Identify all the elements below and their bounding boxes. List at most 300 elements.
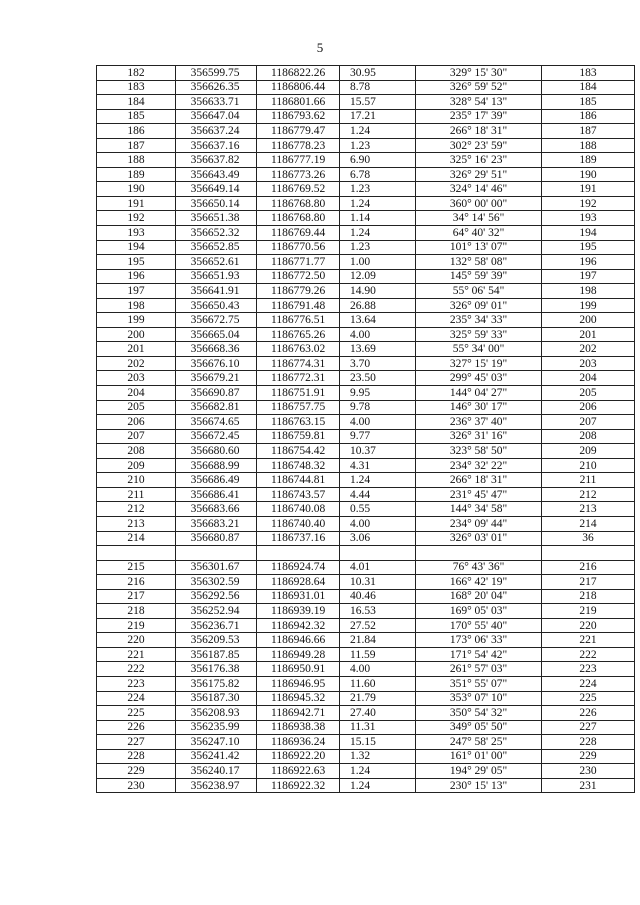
x-coordinate-cell: 356680.60 <box>176 444 257 459</box>
next-point-number-cell: 231 <box>542 778 635 793</box>
bearing-cell: 235° 17' 39" <box>416 109 542 124</box>
point-number-cell: 192 <box>97 211 176 226</box>
y-coordinate-cell: 1186754.42 <box>257 444 340 459</box>
bearing-cell: 327° 15' 19" <box>416 356 542 371</box>
next-point-number-cell: 227 <box>542 720 635 735</box>
next-point-number-cell: 183 <box>542 66 635 81</box>
y-coordinate-cell: 1186806.44 <box>257 80 340 95</box>
y-coordinate-cell: 1186777.19 <box>257 153 340 168</box>
next-point-number-cell: 222 <box>542 647 635 662</box>
bearing-cell: 76° 43' 36" <box>416 560 542 575</box>
x-coordinate-cell: 356680.87 <box>176 531 257 546</box>
table-row <box>97 196 635 211</box>
next-point-number-cell: 212 <box>542 487 635 502</box>
x-coordinate-cell: 356672.75 <box>176 313 257 328</box>
next-point-number-cell: 226 <box>542 706 635 721</box>
next-point-number-cell: 197 <box>542 269 635 284</box>
distance-cell: 1.24 <box>340 473 416 488</box>
bearing-cell: 234° 32' 22" <box>416 458 542 473</box>
bearing-cell: 351° 55' 07" <box>416 676 542 691</box>
x-coordinate-cell: 356633.71 <box>176 95 257 110</box>
point-number-cell <box>97 546 176 561</box>
next-point-number-cell: 206 <box>542 400 635 415</box>
bearing-cell: 171° 54' 42" <box>416 647 542 662</box>
x-coordinate-cell: 356302.59 <box>176 575 257 590</box>
distance-cell: 13.69 <box>340 342 416 357</box>
bearing-cell: 326° 59' 52" <box>416 80 542 95</box>
x-coordinate-cell: 356682.81 <box>176 400 257 415</box>
bearing-cell: 55° 34' 00" <box>416 342 542 357</box>
distance-cell: 4.00 <box>340 516 416 531</box>
table-row <box>97 167 635 182</box>
distance-cell: 4.00 <box>340 662 416 677</box>
bearing-cell: 302° 23' 59" <box>416 138 542 153</box>
bearing-cell: 350° 54' 32" <box>416 706 542 721</box>
coordinates-table-body <box>97 66 635 793</box>
bearing-cell: 161° 01' 00" <box>416 749 542 764</box>
distance-cell: 27.52 <box>340 618 416 633</box>
table-row <box>97 662 635 677</box>
table-row <box>97 269 635 284</box>
next-point-number-cell: 195 <box>542 240 635 255</box>
x-coordinate-cell: 356209.53 <box>176 633 257 648</box>
next-point-number-cell: 217 <box>542 575 635 590</box>
table-row <box>97 589 635 604</box>
next-point-number-cell: 225 <box>542 691 635 706</box>
next-point-number-cell: 211 <box>542 473 635 488</box>
table-row <box>97 778 635 793</box>
x-coordinate-cell: 356241.42 <box>176 749 257 764</box>
bearing-cell: 326° 31' 16" <box>416 429 542 444</box>
y-coordinate-cell: 1186774.31 <box>257 356 340 371</box>
point-number-cell: 213 <box>97 516 176 531</box>
point-number-cell: 186 <box>97 124 176 139</box>
bearing-cell: 146° 30' 17" <box>416 400 542 415</box>
distance-cell: 1.24 <box>340 778 416 793</box>
distance-cell: 1.32 <box>340 749 416 764</box>
x-coordinate-cell: 356643.49 <box>176 167 257 182</box>
y-coordinate-cell: 1186776.51 <box>257 313 340 328</box>
distance-cell: 6.78 <box>340 167 416 182</box>
point-number-cell: 204 <box>97 386 176 401</box>
bearing-cell: 34° 14' 56" <box>416 211 542 226</box>
y-coordinate-cell: 1186791.48 <box>257 298 340 313</box>
y-coordinate-cell: 1186928.64 <box>257 575 340 590</box>
point-number-cell: 212 <box>97 502 176 517</box>
point-number-cell: 227 <box>97 735 176 750</box>
x-coordinate-cell: 356641.91 <box>176 284 257 299</box>
x-coordinate-cell: 356672.45 <box>176 429 257 444</box>
table-row <box>97 429 635 444</box>
table-row <box>97 604 635 619</box>
point-number-cell: 225 <box>97 706 176 721</box>
bearing-cell: 168° 20' 04" <box>416 589 542 604</box>
distance-cell: 16.53 <box>340 604 416 619</box>
next-point-number-cell: 207 <box>542 415 635 430</box>
point-number-cell: 222 <box>97 662 176 677</box>
next-point-number-cell: 209 <box>542 444 635 459</box>
point-number-cell: 201 <box>97 342 176 357</box>
x-coordinate-cell: 356650.14 <box>176 196 257 211</box>
y-coordinate-cell: 1186763.02 <box>257 342 340 357</box>
y-coordinate-cell: 1186772.50 <box>257 269 340 284</box>
point-number-cell: 203 <box>97 371 176 386</box>
bearing-cell: 230° 15' 13" <box>416 778 542 793</box>
y-coordinate-cell: 1186778.23 <box>257 138 340 153</box>
point-number-cell: 202 <box>97 356 176 371</box>
point-number-cell: 226 <box>97 720 176 735</box>
point-number-cell: 199 <box>97 313 176 328</box>
bearing-cell: 266° 18' 31" <box>416 124 542 139</box>
x-coordinate-cell: 356688.99 <box>176 458 257 473</box>
y-coordinate-cell: 1186763.15 <box>257 415 340 430</box>
distance-cell: 15.15 <box>340 735 416 750</box>
distance-cell: 8.78 <box>340 80 416 95</box>
point-number-cell: 197 <box>97 284 176 299</box>
y-coordinate-cell: 1186751.91 <box>257 386 340 401</box>
table-row <box>97 691 635 706</box>
distance-cell: 1.24 <box>340 196 416 211</box>
point-number-cell: 193 <box>97 226 176 241</box>
distance-cell: 3.06 <box>340 531 416 546</box>
y-coordinate-cell: 1186950.91 <box>257 662 340 677</box>
table-row <box>97 473 635 488</box>
next-point-number-cell: 189 <box>542 153 635 168</box>
distance-cell: 10.31 <box>340 575 416 590</box>
table-row <box>97 153 635 168</box>
table-row <box>97 284 635 299</box>
point-number-cell: 184 <box>97 95 176 110</box>
next-point-number-cell: 204 <box>542 371 635 386</box>
y-coordinate-cell: 1186946.95 <box>257 676 340 691</box>
x-coordinate-cell: 356652.32 <box>176 226 257 241</box>
x-coordinate-cell: 356637.82 <box>176 153 257 168</box>
bearing-cell: 144° 34' 58" <box>416 502 542 517</box>
table-row <box>97 109 635 124</box>
point-number-cell: 190 <box>97 182 176 197</box>
x-coordinate-cell: 356676.10 <box>176 356 257 371</box>
y-coordinate-cell: 1186743.57 <box>257 487 340 502</box>
bearing-cell: 236° 37' 40" <box>416 415 542 430</box>
table-row <box>97 735 635 750</box>
next-point-number-cell: 184 <box>542 80 635 95</box>
distance-cell: 3.70 <box>340 356 416 371</box>
next-point-number-cell: 192 <box>542 196 635 211</box>
y-coordinate-cell: 1186757.75 <box>257 400 340 415</box>
point-number-cell: 196 <box>97 269 176 284</box>
coordinates-table <box>96 65 635 793</box>
distance-cell: 1.23 <box>340 240 416 255</box>
next-point-number-cell: 202 <box>542 342 635 357</box>
point-number-cell: 188 <box>97 153 176 168</box>
next-point-number-cell: 230 <box>542 764 635 779</box>
point-number-cell: 221 <box>97 647 176 662</box>
x-coordinate-cell: 356651.93 <box>176 269 257 284</box>
distance-cell: 13.64 <box>340 313 416 328</box>
table-row <box>97 182 635 197</box>
table-row <box>97 575 635 590</box>
y-coordinate-cell: 1186922.63 <box>257 764 340 779</box>
bearing-cell: 55° 06' 54" <box>416 284 542 299</box>
bearing-cell: 101° 13' 07" <box>416 240 542 255</box>
y-coordinate-cell: 1186822.26 <box>257 66 340 81</box>
point-number-cell: 229 <box>97 764 176 779</box>
bearing-cell: 325° 16' 23" <box>416 153 542 168</box>
y-coordinate-cell: 1186768.80 <box>257 196 340 211</box>
next-point-number-cell: 221 <box>542 633 635 648</box>
point-number-cell: 206 <box>97 415 176 430</box>
next-point-number-cell: 200 <box>542 313 635 328</box>
point-number-cell: 194 <box>97 240 176 255</box>
bearing-cell: 324° 14' 46" <box>416 182 542 197</box>
bearing-cell: 266° 18' 31" <box>416 473 542 488</box>
point-number-cell: 214 <box>97 531 176 546</box>
table-row <box>97 313 635 328</box>
next-point-number-cell: 196 <box>542 255 635 270</box>
point-number-cell: 207 <box>97 429 176 444</box>
y-coordinate-cell: 1186779.26 <box>257 284 340 299</box>
y-coordinate-cell: 1186740.40 <box>257 516 340 531</box>
next-point-number-cell: 213 <box>542 502 635 517</box>
table-row <box>97 95 635 110</box>
next-point-number-cell: 205 <box>542 386 635 401</box>
table-row <box>97 400 635 415</box>
x-coordinate-cell: 356665.04 <box>176 327 257 342</box>
bearing-cell: 144° 04' 27" <box>416 386 542 401</box>
distance-cell: 30.95 <box>340 66 416 81</box>
bearing-cell: 145° 59' 39" <box>416 269 542 284</box>
x-coordinate-cell: 356647.04 <box>176 109 257 124</box>
distance-cell: 15.57 <box>340 95 416 110</box>
distance-cell: 27.40 <box>340 706 416 721</box>
next-point-number-cell: 210 <box>542 458 635 473</box>
x-coordinate-cell: 356240.17 <box>176 764 257 779</box>
y-coordinate-cell: 1186922.32 <box>257 778 340 793</box>
point-number-cell: 191 <box>97 196 176 211</box>
x-coordinate-cell: 356247.10 <box>176 735 257 750</box>
table-row <box>97 138 635 153</box>
table-row <box>97 676 635 691</box>
x-coordinate-cell: 356690.87 <box>176 386 257 401</box>
distance-cell: 1.24 <box>340 124 416 139</box>
x-coordinate-cell: 356686.41 <box>176 487 257 502</box>
distance-cell: 21.79 <box>340 691 416 706</box>
distance-cell: 1.24 <box>340 764 416 779</box>
y-coordinate-cell: 1186744.81 <box>257 473 340 488</box>
x-coordinate-cell: 356637.16 <box>176 138 257 153</box>
y-coordinate-cell: 1186768.80 <box>257 211 340 226</box>
distance-cell: 6.90 <box>340 153 416 168</box>
distance-cell: 4.01 <box>340 560 416 575</box>
bearing-cell: 323° 58' 50" <box>416 444 542 459</box>
next-point-number-cell: 191 <box>542 182 635 197</box>
table-row <box>97 356 635 371</box>
point-number-cell: 216 <box>97 575 176 590</box>
table-row <box>97 458 635 473</box>
bearing-cell: 235° 34' 33" <box>416 313 542 328</box>
y-coordinate-cell: 1186759.81 <box>257 429 340 444</box>
distance-cell: 4.00 <box>340 327 416 342</box>
x-coordinate-cell: 356651.38 <box>176 211 257 226</box>
next-point-number-cell: 36 <box>542 531 635 546</box>
table-row <box>97 502 635 517</box>
next-point-number-cell: 220 <box>542 618 635 633</box>
x-coordinate-cell: 356301.67 <box>176 560 257 575</box>
table-row <box>97 255 635 270</box>
bearing-cell: 349° 05' 50" <box>416 720 542 735</box>
y-coordinate-cell: 1186773.26 <box>257 167 340 182</box>
table-row <box>97 618 635 633</box>
bearing-cell: 325° 59' 33" <box>416 327 542 342</box>
table-row <box>97 415 635 430</box>
distance-cell: 4.00 <box>340 415 416 430</box>
table-row <box>97 211 635 226</box>
table-row <box>97 546 635 561</box>
distance-cell: 1.24 <box>340 226 416 241</box>
x-coordinate-cell: 356649.14 <box>176 182 257 197</box>
next-point-number-cell: 190 <box>542 167 635 182</box>
distance-cell: 12.09 <box>340 269 416 284</box>
distance-cell: 11.31 <box>340 720 416 735</box>
point-number-cell: 185 <box>97 109 176 124</box>
next-point-number-cell: 193 <box>542 211 635 226</box>
distance-cell: 26.88 <box>340 298 416 313</box>
next-point-number-cell: 199 <box>542 298 635 313</box>
bearing-cell: 353° 07' 10" <box>416 691 542 706</box>
distance-cell: 1.23 <box>340 182 416 197</box>
table-row <box>97 80 635 95</box>
bearing-cell: 247° 58' 25" <box>416 735 542 750</box>
distance-cell: 14.90 <box>340 284 416 299</box>
y-coordinate-cell <box>257 546 340 561</box>
distance-cell: 9.78 <box>340 400 416 415</box>
point-number-cell: 228 <box>97 749 176 764</box>
y-coordinate-cell: 1186779.47 <box>257 124 340 139</box>
distance-cell: 21.84 <box>340 633 416 648</box>
bearing-cell: 299° 45' 03" <box>416 371 542 386</box>
y-coordinate-cell: 1186801.66 <box>257 95 340 110</box>
y-coordinate-cell: 1186737.16 <box>257 531 340 546</box>
y-coordinate-cell: 1186924.74 <box>257 560 340 575</box>
distance-cell: 10.37 <box>340 444 416 459</box>
x-coordinate-cell: 356208.93 <box>176 706 257 721</box>
x-coordinate-cell: 356674.65 <box>176 415 257 430</box>
x-coordinate-cell: 356599.75 <box>176 66 257 81</box>
next-point-number-cell: 219 <box>542 604 635 619</box>
bearing-cell: 173° 06' 33" <box>416 633 542 648</box>
point-number-cell: 219 <box>97 618 176 633</box>
next-point-number-cell <box>542 546 635 561</box>
table-row <box>97 560 635 575</box>
x-coordinate-cell: 356236.71 <box>176 618 257 633</box>
table-row <box>97 764 635 779</box>
point-number-cell: 209 <box>97 458 176 473</box>
x-coordinate-cell: 356679.21 <box>176 371 257 386</box>
x-coordinate-cell: 356652.85 <box>176 240 257 255</box>
distance-cell: 4.31 <box>340 458 416 473</box>
point-number-cell: 198 <box>97 298 176 313</box>
next-point-number-cell: 214 <box>542 516 635 531</box>
y-coordinate-cell: 1186772.31 <box>257 371 340 386</box>
table-row <box>97 240 635 255</box>
point-number-cell: 208 <box>97 444 176 459</box>
next-point-number-cell: 187 <box>542 124 635 139</box>
next-point-number-cell: 216 <box>542 560 635 575</box>
next-point-number-cell: 194 <box>542 226 635 241</box>
distance-cell: 4.44 <box>340 487 416 502</box>
y-coordinate-cell: 1186942.71 <box>257 706 340 721</box>
x-coordinate-cell: 356668.36 <box>176 342 257 357</box>
next-point-number-cell: 185 <box>542 95 635 110</box>
distance-cell: 9.95 <box>340 386 416 401</box>
table-row <box>97 226 635 241</box>
bearing-cell: 132° 58' 08" <box>416 255 542 270</box>
y-coordinate-cell: 1186771.77 <box>257 255 340 270</box>
table-row <box>97 444 635 459</box>
table-row <box>97 342 635 357</box>
bearing-cell: 328° 54' 13" <box>416 95 542 110</box>
bearing-cell: 231° 45' 47" <box>416 487 542 502</box>
bearing-cell: 166° 42' 19" <box>416 575 542 590</box>
next-point-number-cell: 198 <box>542 284 635 299</box>
y-coordinate-cell: 1186946.66 <box>257 633 340 648</box>
x-coordinate-cell: 356235.99 <box>176 720 257 735</box>
x-coordinate-cell: 356187.30 <box>176 691 257 706</box>
next-point-number-cell: 229 <box>542 749 635 764</box>
table-row <box>97 371 635 386</box>
point-number-cell: 230 <box>97 778 176 793</box>
bearing-cell: 170° 55' 40" <box>416 618 542 633</box>
bearing-cell: 64° 40' 32" <box>416 226 542 241</box>
y-coordinate-cell: 1186942.32 <box>257 618 340 633</box>
distance-cell: 1.00 <box>340 255 416 270</box>
bearing-cell: 169° 05' 03" <box>416 604 542 619</box>
table-row <box>97 531 635 546</box>
y-coordinate-cell: 1186939.19 <box>257 604 340 619</box>
distance-cell: 1.23 <box>340 138 416 153</box>
y-coordinate-cell: 1186936.24 <box>257 735 340 750</box>
x-coordinate-cell: 356637.24 <box>176 124 257 139</box>
x-coordinate-cell: 356175.82 <box>176 676 257 691</box>
y-coordinate-cell: 1186765.26 <box>257 327 340 342</box>
y-coordinate-cell: 1186740.08 <box>257 502 340 517</box>
distance-cell: 1.14 <box>340 211 416 226</box>
bearing-cell: 360° 00' 00" <box>416 196 542 211</box>
x-coordinate-cell: 356650.43 <box>176 298 257 313</box>
next-point-number-cell: 186 <box>542 109 635 124</box>
x-coordinate-cell: 356652.61 <box>176 255 257 270</box>
distance-cell: 40.46 <box>340 589 416 604</box>
table-row <box>97 327 635 342</box>
point-number-cell: 183 <box>97 80 176 95</box>
table-row <box>97 516 635 531</box>
x-coordinate-cell: 356187.85 <box>176 647 257 662</box>
next-point-number-cell: 224 <box>542 676 635 691</box>
point-number-cell: 220 <box>97 633 176 648</box>
point-number-cell: 223 <box>97 676 176 691</box>
y-coordinate-cell: 1186931.01 <box>257 589 340 604</box>
distance-cell: 9.77 <box>340 429 416 444</box>
table-row <box>97 124 635 139</box>
distance-cell: 0.55 <box>340 502 416 517</box>
bearing-cell: 261° 57' 03" <box>416 662 542 677</box>
next-point-number-cell: 208 <box>542 429 635 444</box>
distance-cell: 17.21 <box>340 109 416 124</box>
y-coordinate-cell: 1186769.52 <box>257 182 340 197</box>
next-point-number-cell: 203 <box>542 356 635 371</box>
point-number-cell: 215 <box>97 560 176 575</box>
next-point-number-cell: 228 <box>542 735 635 750</box>
